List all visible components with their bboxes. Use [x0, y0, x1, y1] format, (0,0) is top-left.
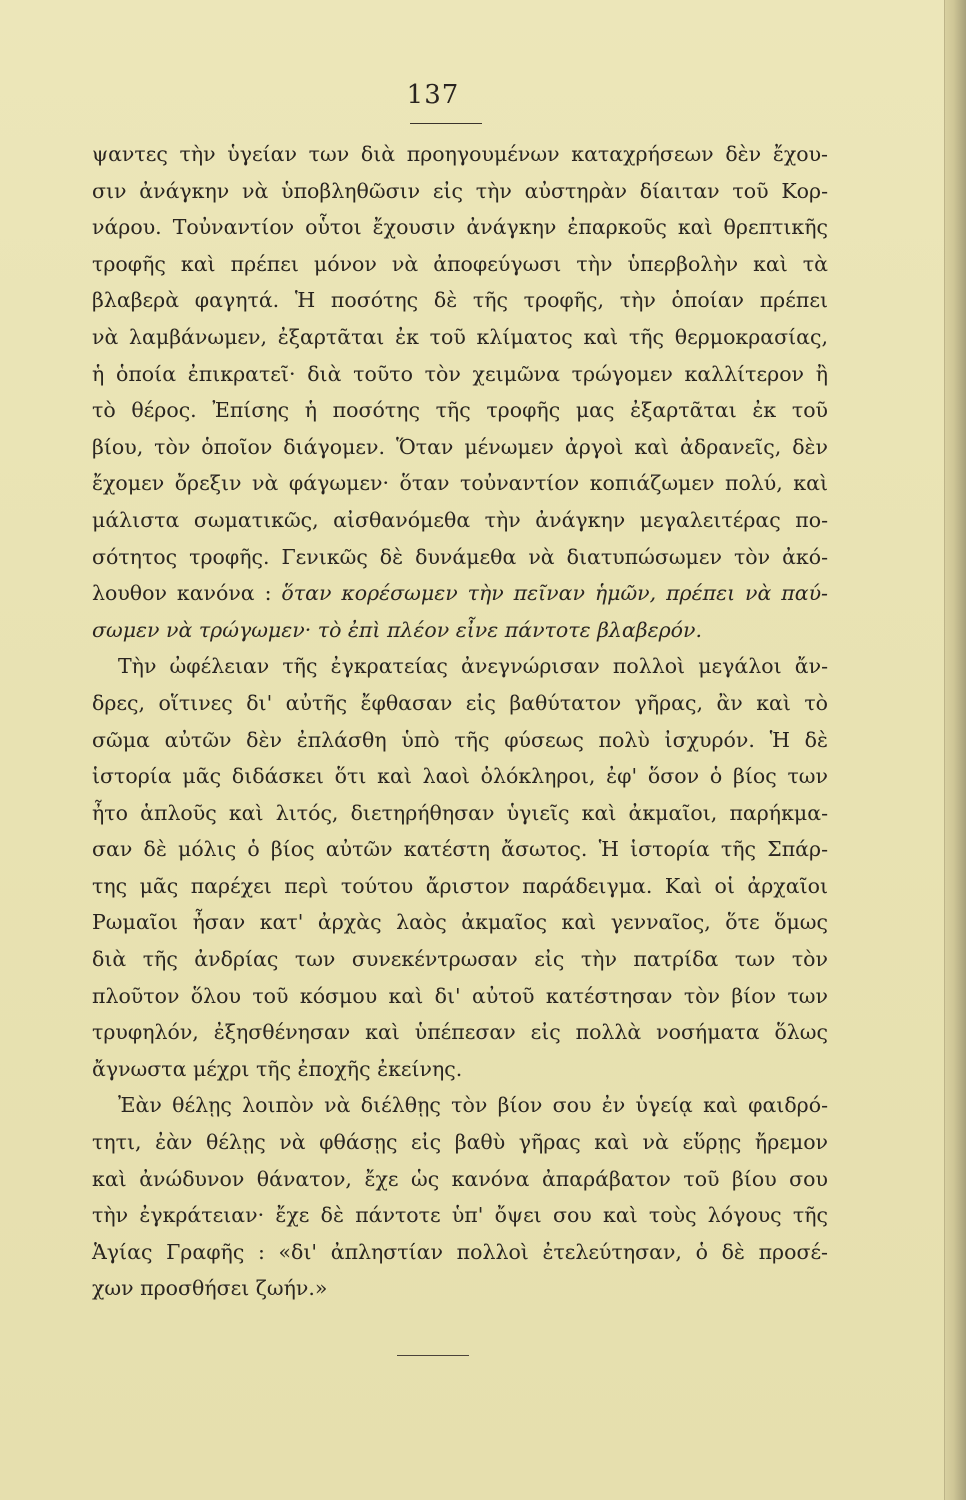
page-number-rule — [410, 123, 482, 124]
text-line: ἱστορία μᾶς διδάσκει ὅτι καὶ λαοὶ ὁλόκληροι, ἐφ' ὅσον ὁ βίος των — [92, 764, 828, 789]
text-line: Ἁγίας Γραφῆς : «δι' ἀπληστίαν πολλοὶ ἐτελεύτησαν, ὁ δὲ προσέ- — [92, 1239, 828, 1264]
text-line: τὸ θέρος. Ἐπίσης ἡ ποσότης τῆς τροφῆς μας ἐξαρτᾶται ἐκ τοῦ — [92, 398, 828, 423]
text-line-mixed — [92, 575, 828, 612]
text-line: καὶ ἀνώδυνον θάνατον, ἔχε ὡς κανόνα ἀπαράβατον τοῦ βίου σου — [92, 1166, 828, 1191]
page-edge — [944, 0, 966, 1500]
text-line: μάλιστα σωματικῶς, αἰσθανόμεθα τὴν ἀνάγκην μεγαλειτέρας πο- — [92, 507, 828, 532]
text-line: της μᾶς παρέχει περὶ τούτου ἄριστον παράδειγμα. Καὶ οἱ ἀρχαῖοι — [92, 873, 828, 898]
text-line: σότητος τροφῆς. Γενικῶς δὲ δυνάμεθα νὰ διατυπώσωμεν τὸν ἀκό- — [92, 544, 828, 569]
text-line: νὰ λαμβάνωμεν, ἐξαρτᾶται ἐκ τοῦ κλίματος καὶ τῆς θερμοκρασίας, — [92, 324, 828, 349]
text-line: σαν δὲ μόλις ὁ βίος αὐτῶν κατέστη ἄσωτος. Ἡ ἱστορία τῆς Σπάρ- — [92, 837, 828, 862]
text-line: ἄγνωστα μέχρι τῆς ἐποχῆς ἐκείνης. — [92, 1056, 463, 1081]
text-line: ἦτο ἁπλοῦς καὶ λιτός, διετηρήθησαν ὑγιεῖς καὶ ἀκμαῖοι, παρήκμα- — [92, 800, 828, 825]
text-line: σιν ἀνάγκην νὰ ὑποβληθῶσιν εἰς τὴν αὐστηρὰν δίαιταν τοῦ Κορ- — [92, 178, 828, 203]
text-line-italic: σωμεν νὰ τρώγωμεν· τὸ ἐπὶ πλέον εἶνε πάντοτε βλαβερόν. — [92, 617, 702, 642]
text-line: διὰ τῆς ἀνδρίας των συνεκέντρωσαν εἰς τὴν πατρίδα των τὸν — [92, 947, 828, 972]
text-line: βλαβερὰ φαγητά. Ἡ ποσότης δὲ τῆς τροφῆς, τὴν ὁποίαν πρέπει — [92, 288, 828, 313]
text-line: δρες, οἵτινες δι' αὐτῆς ἔφθασαν εἰς βαθύτατον γῆρας, ἂν καὶ τὸ — [92, 690, 828, 715]
paragraph-first-line: Ἐὰν θέλῃς λοιπὸν νὰ διέλθῃς τὸν βίον σου ἐν ὑγείᾳ καὶ φαιδρό- — [118, 1093, 828, 1118]
text-line: ἡ ὁποία ἐπικρατεῖ· διὰ τοῦτο τὸν χειμῶνα τρώγομεν καλλίτερον ἢ — [92, 361, 828, 386]
text-line: νάρου. Τοὐναντίον οὗτοι ἔχουσιν ἀνάγκην ἐπαρκοῦς καὶ θρεπτικῆς — [92, 215, 828, 240]
text-line: τητι, ἐὰν θέλῃς νὰ φθάσῃς εἰς βαθὺ γῆρας καὶ νὰ εὕρῃς ἤρεμον — [92, 1130, 828, 1155]
text-line: τὴν ἐγκράτειαν· ἔχε δὲ πάντοτε ὑπ' ὄψει σου καὶ τοὺς λόγους τῆς — [92, 1203, 828, 1228]
text-line: Ρωμαῖοι ἦσαν κατ' ἀρχὰς λαὸς ἀκμαῖος καὶ γενναῖος, ὅτε ὅμως — [92, 910, 828, 935]
text-line: βίου, τὸν ὁποῖον διάγομεν. Ὅταν μένωμεν ἀργοὶ καὶ ἀδρανεῖς, δὲν — [92, 434, 828, 459]
text-line: χων προσθήσει ζωήν.» — [92, 1276, 328, 1301]
page-number: 137 — [406, 80, 460, 110]
end-rule — [0, 1345, 866, 1364]
rule-intro-text: λουθον κανόνα : — [92, 581, 272, 606]
text-line: τρυφηλόν, ἐξησθένησαν καὶ ὑπέπεσαν εἰς πολλὰ νοσήματα ὅλως — [92, 1020, 828, 1045]
text-line: ψαντες τὴν ὑγείαν των διὰ προηγουμένων καταχρήσεων δὲν ἔχου- — [92, 142, 828, 166]
text-line: ἔχομεν ὄρεξιν νὰ φάγωμεν· ὅταν τοὐναντίον κοπιάζωμεν πολύ, καὶ — [92, 471, 828, 496]
paragraph-first-line: Τὴν ὠφέλειαν τῆς ἐγκρατείας ἀνεγνώρισαν πολλοὶ μεγάλοι ἄν- — [118, 654, 828, 679]
end-rule-line — [397, 1355, 469, 1356]
text-line: πλοῦτον ὅλου τοῦ κόσμου καὶ δι' αὐτοῦ κατέστησαν τὸν βίον των — [92, 983, 828, 1008]
text-line: τροφῆς καὶ πρέπει μόνον νὰ ἀποφεύγωσι τὴν ὑπερβολὴν καὶ τὰ — [92, 251, 828, 276]
body-text — [92, 136, 828, 1307]
text-line: σῶμα αὐτῶν δὲν ἐπλάσθη ὑπὸ τῆς φύσεως πολὺ ἰσχυρόν. Ἡ δὲ — [92, 727, 828, 752]
rule-italic-text: ὅταν κορέσωμεν τὴν πεῖναν ἡμῶν, πρέπει νὰ παύ- — [281, 581, 828, 606]
